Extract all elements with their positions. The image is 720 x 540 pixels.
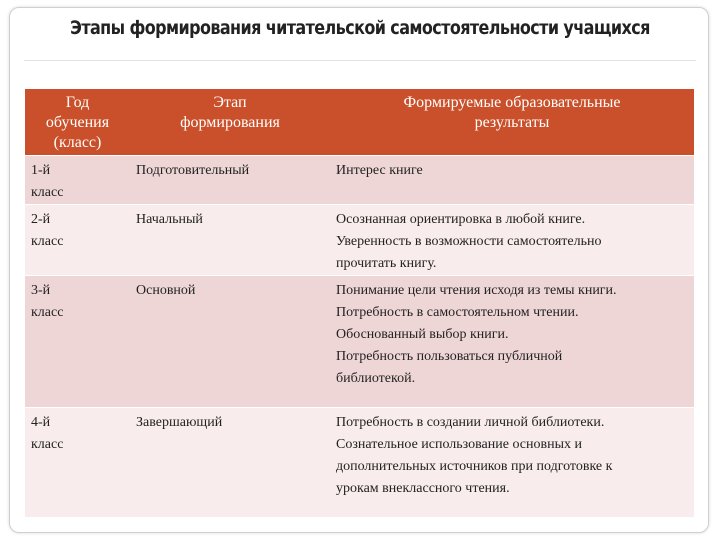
year-cell <box>25 407 130 517</box>
header-year-line: обучения <box>45 114 110 131</box>
results-cell <box>330 155 694 204</box>
header-year-line: (класс) <box>53 134 102 151</box>
year-line: 4-й <box>31 414 51 430</box>
year-line: 1-й <box>31 162 51 178</box>
result-line: Понимание цели чтения исходя из темы книги. <box>336 282 617 298</box>
results-cell <box>330 204 694 275</box>
table-row <box>25 275 694 407</box>
header-results-line: результаты <box>474 114 550 131</box>
result-line: прочитать книгу. <box>336 255 437 271</box>
slide-title: Этапы формирования читательской самостоятельности учащихся <box>70 16 650 39</box>
stage-cell: Основной <box>130 275 330 407</box>
result-line: библиотекой. <box>336 370 416 386</box>
header-stage-line: Этап <box>213 94 247 111</box>
year-cell <box>25 155 130 204</box>
year-line: класс <box>31 233 64 249</box>
result-line: дополнительных источников при подготовке к <box>336 458 613 474</box>
stage-cell: Начальный <box>130 204 330 275</box>
result-line: Потребность пользоваться публичной <box>336 348 563 364</box>
header-year-line: Год <box>65 94 90 111</box>
result-line: Уверенность в возможности самостоятельно <box>336 233 602 249</box>
year-line: 2-й <box>31 211 51 227</box>
table-row <box>25 407 694 517</box>
year-cell <box>25 275 130 407</box>
table-header-row <box>25 89 694 155</box>
stage-cell: Завершающий <box>130 407 330 517</box>
title-divider <box>24 60 696 61</box>
year-line: класс <box>31 304 64 320</box>
result-line: Потребность в создании личной библиотеки. <box>336 414 605 430</box>
header-results <box>330 89 694 155</box>
year-cell <box>25 204 130 275</box>
results-cell <box>330 407 694 517</box>
result-line: Осознанная ориентировка в любой книге. <box>336 211 586 227</box>
result-line: Обоснованный выбор книги. <box>336 326 509 342</box>
header-stage <box>130 89 330 155</box>
results-cell <box>330 275 694 407</box>
year-line: класс <box>31 436 64 452</box>
table-row <box>25 155 694 204</box>
year-line: класс <box>31 184 64 200</box>
result-line: Потребность в самостоятельном чтении. <box>336 304 579 320</box>
stage-cell: Подготовительный <box>130 155 330 204</box>
header-stage-line: формирования <box>180 114 280 131</box>
result-line: Сознательное использование основных и <box>336 436 583 452</box>
header-year <box>25 89 130 155</box>
year-line: 3-й <box>31 282 51 298</box>
table-row <box>25 204 694 275</box>
result-line: урокам внеклассного чтения. <box>336 480 510 496</box>
stages-table <box>25 89 694 517</box>
header-results-line: Формируемые образовательные <box>403 94 621 111</box>
result-line: Интерес книге <box>336 162 423 178</box>
